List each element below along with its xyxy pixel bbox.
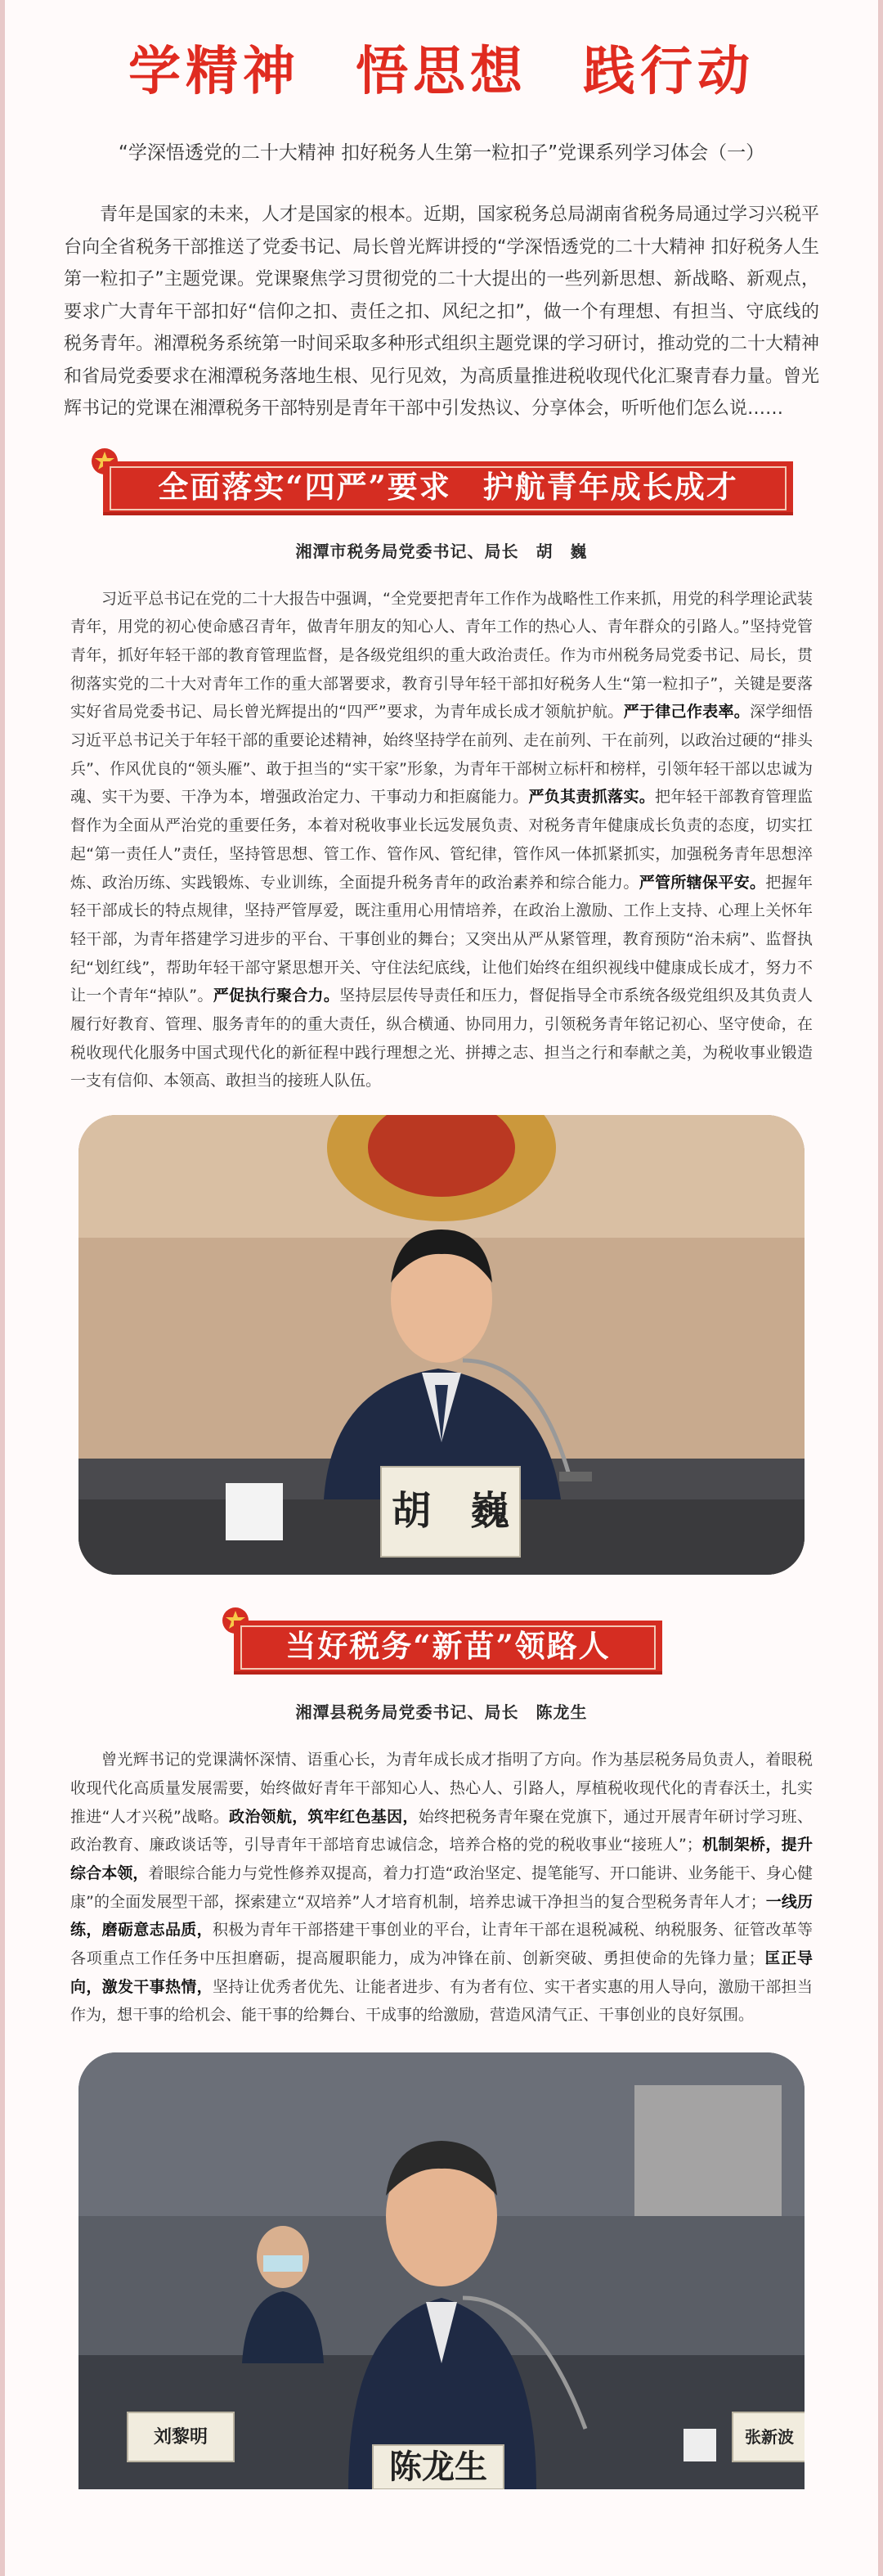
section-banner-1 [90,452,793,512]
bold-run: 严促执行聚合力。 [213,987,340,1005]
section-heading: 全面落实“四严”要求 护航青年成长成才 [158,468,738,505]
nameplate-chen-longsheng: 陈龙生 [389,2448,487,2487]
title-part-3: 践行动 [583,42,755,102]
subtitle: “学深悟透党的二十大精神 扣好税务人生第一粒扣子”党课系列学习体会（一） [118,142,765,164]
text-run: 着眼综合能力与党性修养双提高，着力打造“政治坚定、提笔能写、开口能讲、业务能干、身心健康”的全面发展型干部，探索建立“双培养”人才培育机制，培养忠诚干净担当的复合型税务青年人才； [70,1863,813,1911]
photo-chen-longsheng [78,2052,805,2489]
bold-run: 机制架桥，提升综合本领， [70,1836,813,1882]
section-heading: 当好税务“新苗”领路人 [285,1628,611,1665]
text-run: 深学细悟习近平总书记关于年轻干部的重要论述精神，始终坚持学在前列、走在前列、干在前列，以政治过硬的“排头兵”、作风优良的“领头雁”、敢于担当的“实干家”形象，为青年干部树立标杆和榜样，引领年轻干部以忠诚为魂、实干为要、干净为本，增强政治定力、干事动力和拒腐能力。 [70,703,813,807]
bold-run: 匡正导向，激发干事热情， [70,1949,813,1996]
text-run: 积极为青年干部搭建干事创业的平台，让青年干部在退税减税、纳税服务、征管改革等各项重点工作任务中压担磨砺，提高履职能力，成为冲锋在前、创新突破、勇担使命的先锋力量； [70,1921,813,1968]
nameplate-hu-wei: 胡 巍 [391,1488,509,1535]
section-body [70,1746,813,2030]
text-run: 习近平总书记在党的二十大报告中强调，“全党要把青年工作作为战略性工作来抓，用党的科学理论武装青年，用党的初心使命感召青年，做青年朋友的知心人、青年工作的热心人、青年群众的引路人。”坚持党管青年，抓好年轻干部的教育管理监督，是各级党组织的重大政治责任。作为市州税务局党委书记、局长，贯彻落实党的二十大对青年工作的重大部署要求，教育引导年轻干部扣好税务人生“第一粒扣子”，关键是要落实好省局党委书记、局长曾光辉提出的“四严”要求，为青年成长成才领航护航。 [70,589,813,722]
intro-paragraph: 青年是国家的未来，人才是国家的根本。近期，国家税务总局湖南省税务局通过学习兴税平台向全省税务干部推送了党委书记、局长曾光辉讲授的“学深悟透党的二十大精神 扣好税务人生第一粒扣子”主题党课。党课聚焦学习贯彻党的二十大提出的一些列新思想、新战略、新观点，要求广大青年干部扣好“信仰之扣、责任之扣、风纪之扣”，做一个有理想、有担当、守底线的税务青年。湘潭税务系统第一时间采取多种形式组织主题党课的学习研讨，推动党的二十大精神和省局党委要求在湘潭税务落地生根、见行见效，为高质量推进税收现代化汇聚青春力量。曾光辉书记的党课在湘潭税务干部特别是青年干部中引发热议、分享体会，听听他们怎么说…… [64,205,820,419]
text-run: 坚持让优秀者优先、让能者进步、有为者有位、实干者实惠的用人导向，激励干部担当作为，想干事的给机会、能干事的给舞台、干成事的给激励，营造风清气正、干事创业的良好氛围。 [70,1977,813,2025]
text-run: 把握年轻干部成长的特点规律，坚持严管厚爱，既注重用心用情培养，在政治上激励、工作上支持、心理上关怀年轻干部，为青年搭建学习进步的平台、干事创业的舞台；又突出从严从紧管理，教育预防“治未病”、监督执纪“划红线”，帮助年轻干部守紧思想开关、守住法纪底线，让他们始终在组织视线中健康成长成才，努力不让一个青年“掉队”。 [70,873,813,1005]
section-banner-2 [221,1611,662,1671]
title-part-2: 悟思想 [356,42,527,102]
section-body [70,585,813,1096]
section-author: 湘潭市税务局党委书记、局长 胡 巍 [295,541,588,561]
section-author: 湘潭县税务局党委书记、局长 陈龙生 [295,1702,588,1723]
bold-run: 政治领航，筑牢红色基因， [229,1807,419,1826]
nameplate-side-left: 刘黎明 [153,2426,208,2448]
text-run: 把年轻干部教育管理监督作为全面从严治党的重要任务，本着对税收事业长远发展负责、对税务青年健康成长负责的态度，切实扛起“第一责任人”责任，坚持管思想、管工作、管作风、管纪律，管作风一体抓紧抓实，加强税务青年思想淬炼、政治历练、实践锻炼、专业训练，全面提升税务青年的政治素养和综合能力。 [70,788,813,892]
photo-hu-wei [78,1115,805,1575]
text-run: 始终把税务青年聚在党旗下，通过开展青年研讨学习班、政治教育、廉政谈话等，引导青年干部培育忠诚信念，培养合格的党的税收事业“接班人”； [70,1807,813,1854]
title-part-1: 学精神 [128,42,300,102]
bold-run: 一线历练，磨砺意志品质， [70,1892,813,1940]
page-title [5,0,878,105]
bold-run: 严于律己作表率。 [623,703,751,722]
bold-run: 严负其责抓落实。 [528,788,656,807]
text-run: 曾光辉书记的党课满怀深情、语重心长，为青年成长成才指明了方向。作为基层税务局负责人，着眼税收现代化高质量发展需要，始终做好青年干部知心人、热心人、引路人，厚植税收现代化的青春沃土，扎实推进“人才兴税”战略。 [70,1751,813,1826]
bold-run: 严管所辖保平安。 [639,873,766,892]
text-run: 坚持层层传导责任和压力，督促指导全市系统各级党组织及其负责人履行好教育、管理、服务青年的的重大责任，纵合横通、协同用力，引领税务青年铭记初心、坚守使命，在税收现代化服务中国式现代化的新征程中践行理想之光、拼搏之志、担当之行和奉献之美，为税收事业锻造一支有信仰、本领高、敢担当的接班人队伍。 [70,987,813,1090]
nameplate-side-right: 张新波 [745,2427,794,2448]
